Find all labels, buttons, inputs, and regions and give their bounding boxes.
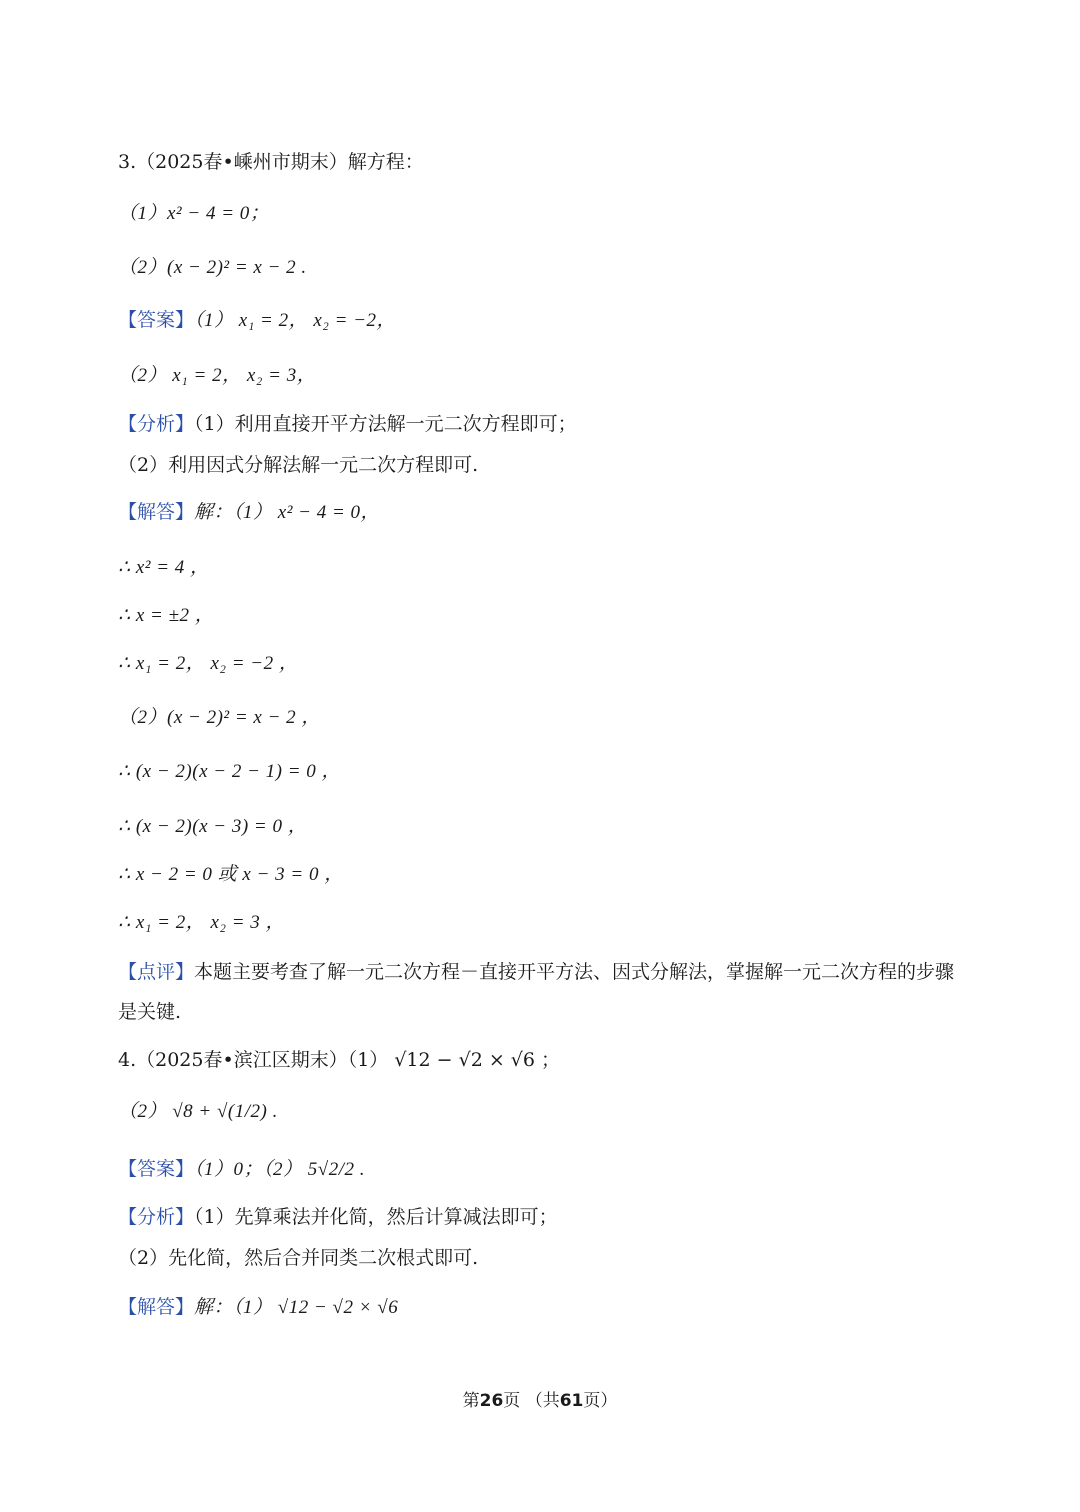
q3-part2: （2）(x − 2)² = x − 2 . [118, 257, 307, 278]
q3-analysis-2: （2）利用因式分解法解一元二次方程即可. [118, 454, 479, 476]
answer-tag: 【答案】 [118, 1158, 195, 1180]
comment-tag: 【点评】 [118, 961, 195, 983]
q4-solution [118, 1295, 398, 1320]
page-number: 26 [479, 1391, 504, 1411]
q3-step-7: ∴ x − 2 = 0 或 x − 3 = 0 ， [118, 864, 344, 885]
page-total: 61 [559, 1391, 584, 1411]
q4-analysis [118, 1205, 558, 1229]
analysis-tag: 【分析】 [118, 1206, 195, 1228]
analysis-tag: 【分析】 [118, 413, 195, 435]
q4-analysis-2: （2）先化简，然后合并同类二次根式即可. [118, 1247, 479, 1269]
q3-comment [118, 952, 968, 1032]
q4-part2: （2） √8 + √(1/2) . [118, 1101, 278, 1122]
q3-answer [118, 308, 396, 333]
solution-tag: 【解答】 [118, 1296, 195, 1318]
footer-mid: 页 （共 [503, 1391, 560, 1411]
q3-comment-text: 本题主要考查了解一元二次方程－直接开平方法、因式分解法，掌握解一元二次方程的步骤是关键. [118, 961, 955, 1023]
q4-answer-text: （1）0；（2） 5√2/2 . [194, 1159, 365, 1180]
q3-step-3: ∴ x₁ = 2， x₂ = −2 ， [118, 653, 299, 674]
q3-step-8: ∴ x₁ = 2， x₂ = 3 ， [118, 912, 286, 933]
footer-prefix: 第 [462, 1391, 480, 1411]
q3-part1: （1）x² − 4 = 0； [118, 203, 270, 224]
page-footer [0, 1386, 1080, 1411]
q3-step-4: （2）(x − 2)² = x − 2 ， [118, 707, 321, 728]
q3-answer-1: （1） x₁ = 2， x₂ = −2， [194, 310, 397, 331]
q3-step-2: ∴ x = ±2 ， [118, 605, 215, 626]
q4-analysis-1: （1）先算乘法并化简，然后计算减法即可； [194, 1206, 558, 1228]
q3-answer-2: （2） x₁ = 2， x₂ = 3， [118, 365, 317, 386]
q4-answer [118, 1157, 365, 1182]
q4-solution-head: 解：（1） √12 − √2 × √6 [194, 1297, 399, 1318]
footer-suffix: 页） [583, 1391, 618, 1411]
q3-step-6: ∴ (x − 2)(x − 3) = 0 ， [118, 816, 308, 837]
solution-tag: 【解答】 [118, 501, 195, 523]
q3-title: 3.（2025春•嵊州市期末）解方程： [118, 151, 424, 173]
q3-step-5: ∴ (x − 2)(x − 2 − 1) = 0 ， [118, 761, 342, 782]
q3-analysis [118, 412, 577, 436]
q3-solution [118, 500, 380, 525]
q3-solution-head: 解：（1） x² − 4 = 0， [194, 502, 381, 523]
q3-analysis-1: （1）利用直接开平方法解一元二次方程即可； [194, 413, 577, 435]
answer-tag: 【答案】 [118, 309, 195, 331]
q4-title: 4.（2025春•滨江区期末）（1） √12 − √2 × √6 ； [118, 1049, 561, 1071]
q3-step-1: ∴ x² = 4 ， [118, 557, 210, 578]
